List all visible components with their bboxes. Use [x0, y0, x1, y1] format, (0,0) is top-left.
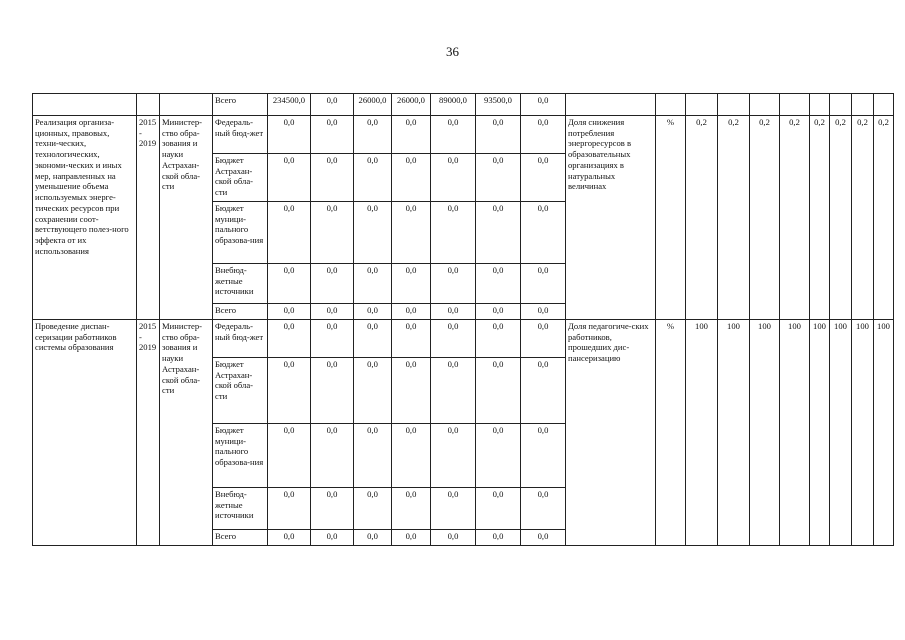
value-cell: 0,0 — [431, 154, 476, 202]
value-cell: 0,0 — [476, 304, 521, 320]
value-cell: 0,0 — [311, 424, 354, 488]
value-cell: 0,0 — [268, 202, 311, 264]
value-cell: 0,0 — [431, 304, 476, 320]
indicator-cell — [566, 94, 656, 116]
value-cell: 0,0 — [392, 116, 431, 154]
value-cell: 0,0 — [521, 304, 566, 320]
target-cell: 100 — [830, 320, 852, 546]
value-cell: 0,0 — [268, 320, 311, 358]
value-cell: 0,0 — [521, 202, 566, 264]
table-row — [33, 116, 894, 154]
target-cell: 0,2 — [874, 116, 894, 320]
unit-cell — [656, 94, 686, 116]
value-cell: 0,0 — [354, 530, 392, 546]
value-cell: 0,0 — [268, 424, 311, 488]
value-cell: 0,0 — [311, 530, 354, 546]
value-cell: 234500,0 — [268, 94, 311, 116]
value-cell: 0,0 — [392, 424, 431, 488]
indicator-cell: Доля снижения потребления энергоресурсов в образовательных организациях в натуральных величинах — [566, 116, 656, 320]
source-cell: Бюджет муници-пального образова-ния — [213, 424, 268, 488]
program-table — [32, 93, 894, 546]
value-cell: 0,0 — [521, 116, 566, 154]
target-cell: 0,2 — [810, 116, 830, 320]
value-cell: 0,0 — [392, 304, 431, 320]
target-cell — [686, 94, 718, 116]
unit-cell: % — [656, 116, 686, 320]
value-cell: 0,0 — [392, 202, 431, 264]
unit-cell: % — [656, 320, 686, 546]
value-cell: 0,0 — [392, 488, 431, 530]
target-cell: 0,2 — [852, 116, 874, 320]
target-cell — [852, 94, 874, 116]
target-cell: 100 — [852, 320, 874, 546]
value-cell: 0,0 — [476, 154, 521, 202]
value-cell: 0,0 — [354, 116, 392, 154]
value-cell: 0,0 — [476, 358, 521, 424]
value-cell: 0,0 — [521, 320, 566, 358]
value-cell: 0,0 — [521, 154, 566, 202]
value-cell: 0,0 — [268, 358, 311, 424]
value-cell: 0,0 — [476, 488, 521, 530]
value-cell: 0,0 — [392, 320, 431, 358]
value-cell: 26000,0 — [392, 94, 431, 116]
executor-cell — [160, 94, 213, 116]
source-cell: Федераль-ный бюд-жет — [213, 116, 268, 154]
value-cell: 0,0 — [431, 488, 476, 530]
target-cell: 100 — [686, 320, 718, 546]
value-cell: 0,0 — [392, 530, 431, 546]
measure-cell — [33, 94, 137, 116]
source-cell: Федераль-ный бюд-жет — [213, 320, 268, 358]
value-cell: 89000,0 — [431, 94, 476, 116]
value-cell: 0,0 — [354, 488, 392, 530]
target-cell: 100 — [810, 320, 830, 546]
measure-cell: Реализация организа-ционных, правовых, техни-ческих, технологических, экономи-ческих и иных мер, направленных на уменьшение объема используемых энерге-тических ресурсов при сохранении соот-ветствующего полез-ного эффекта от их использования — [33, 116, 137, 320]
measure-cell: Проведение диспан-серизации работников системы образования — [33, 320, 137, 546]
value-cell: 0,0 — [311, 488, 354, 530]
value-cell: 0,0 — [431, 116, 476, 154]
target-cell — [780, 94, 810, 116]
target-cell — [718, 94, 750, 116]
value-cell: 0,0 — [476, 530, 521, 546]
value-cell: 0,0 — [311, 304, 354, 320]
value-cell: 93500,0 — [476, 94, 521, 116]
value-cell: 0,0 — [268, 264, 311, 304]
value-cell: 0,0 — [476, 264, 521, 304]
value-cell: 0,0 — [268, 116, 311, 154]
source-cell: Всего — [213, 94, 268, 116]
value-cell: 0,0 — [431, 530, 476, 546]
value-cell: 0,0 — [311, 116, 354, 154]
target-cell: 0,2 — [686, 116, 718, 320]
value-cell: 0,0 — [431, 358, 476, 424]
value-cell: 0,0 — [431, 424, 476, 488]
target-cell: 100 — [780, 320, 810, 546]
value-cell: 0,0 — [431, 202, 476, 264]
target-cell — [830, 94, 852, 116]
target-cell: 0,2 — [780, 116, 810, 320]
value-cell: 0,0 — [354, 320, 392, 358]
value-cell: 0,0 — [521, 94, 566, 116]
value-cell: 0,0 — [521, 424, 566, 488]
value-cell: 0,0 — [354, 154, 392, 202]
value-cell: 0,0 — [268, 154, 311, 202]
years-cell: 2015 - 2019 — [137, 116, 160, 320]
value-cell: 0,0 — [431, 320, 476, 358]
target-cell: 100 — [718, 320, 750, 546]
target-cell: 0,2 — [718, 116, 750, 320]
value-cell: 0,0 — [311, 264, 354, 304]
value-cell: 0,0 — [354, 358, 392, 424]
source-cell: Бюджет Астрахан-ской обла-сти — [213, 358, 268, 424]
value-cell: 0,0 — [476, 424, 521, 488]
target-cell: 100 — [750, 320, 780, 546]
value-cell: 0,0 — [354, 264, 392, 304]
page-number: 36 — [446, 44, 459, 59]
years-cell: 2015 - 2019 — [137, 320, 160, 546]
target-cell: 0,2 — [830, 116, 852, 320]
value-cell: 0,0 — [354, 202, 392, 264]
source-cell: Всего — [213, 304, 268, 320]
indicator-cell: Доля педагогиче-ских работников, прошедших дис-пансеризацию — [566, 320, 656, 546]
source-cell: Бюджет Астрахан-ской обла-сти — [213, 154, 268, 202]
target-cell — [810, 94, 830, 116]
value-cell: 0,0 — [311, 94, 354, 116]
value-cell: 0,0 — [311, 320, 354, 358]
source-cell: Внебюд-жетные источники — [213, 488, 268, 530]
value-cell: 0,0 — [521, 488, 566, 530]
target-cell — [750, 94, 780, 116]
executor-cell: Министер-ство обра-зования и науки Астрахан-ской обла-сти — [160, 320, 213, 546]
source-cell: Внебюд-жетные источники — [213, 264, 268, 304]
table-row — [33, 320, 894, 358]
value-cell: 26000,0 — [354, 94, 392, 116]
value-cell: 0,0 — [476, 202, 521, 264]
value-cell: 0,0 — [521, 358, 566, 424]
table-row — [33, 94, 894, 116]
value-cell: 0,0 — [311, 358, 354, 424]
value-cell: 0,0 — [268, 530, 311, 546]
target-cell — [874, 94, 894, 116]
value-cell: 0,0 — [354, 304, 392, 320]
executor-cell: Министер-ство обра-зования и науки Астрахан-ской обла-сти — [160, 116, 213, 320]
value-cell: 0,0 — [521, 530, 566, 546]
years-cell — [137, 94, 160, 116]
value-cell: 0,0 — [392, 264, 431, 304]
target-cell: 100 — [874, 320, 894, 546]
value-cell: 0,0 — [268, 488, 311, 530]
target-cell: 0,2 — [750, 116, 780, 320]
value-cell: 0,0 — [311, 154, 354, 202]
value-cell: 0,0 — [476, 116, 521, 154]
value-cell: 0,0 — [392, 358, 431, 424]
value-cell: 0,0 — [392, 154, 431, 202]
value-cell: 0,0 — [476, 320, 521, 358]
source-cell: Всего — [213, 530, 268, 546]
value-cell: 0,0 — [311, 202, 354, 264]
value-cell: 0,0 — [521, 264, 566, 304]
value-cell: 0,0 — [268, 304, 311, 320]
source-cell: Бюджет муници-пального образова-ния — [213, 202, 268, 264]
value-cell: 0,0 — [354, 424, 392, 488]
value-cell: 0,0 — [431, 264, 476, 304]
